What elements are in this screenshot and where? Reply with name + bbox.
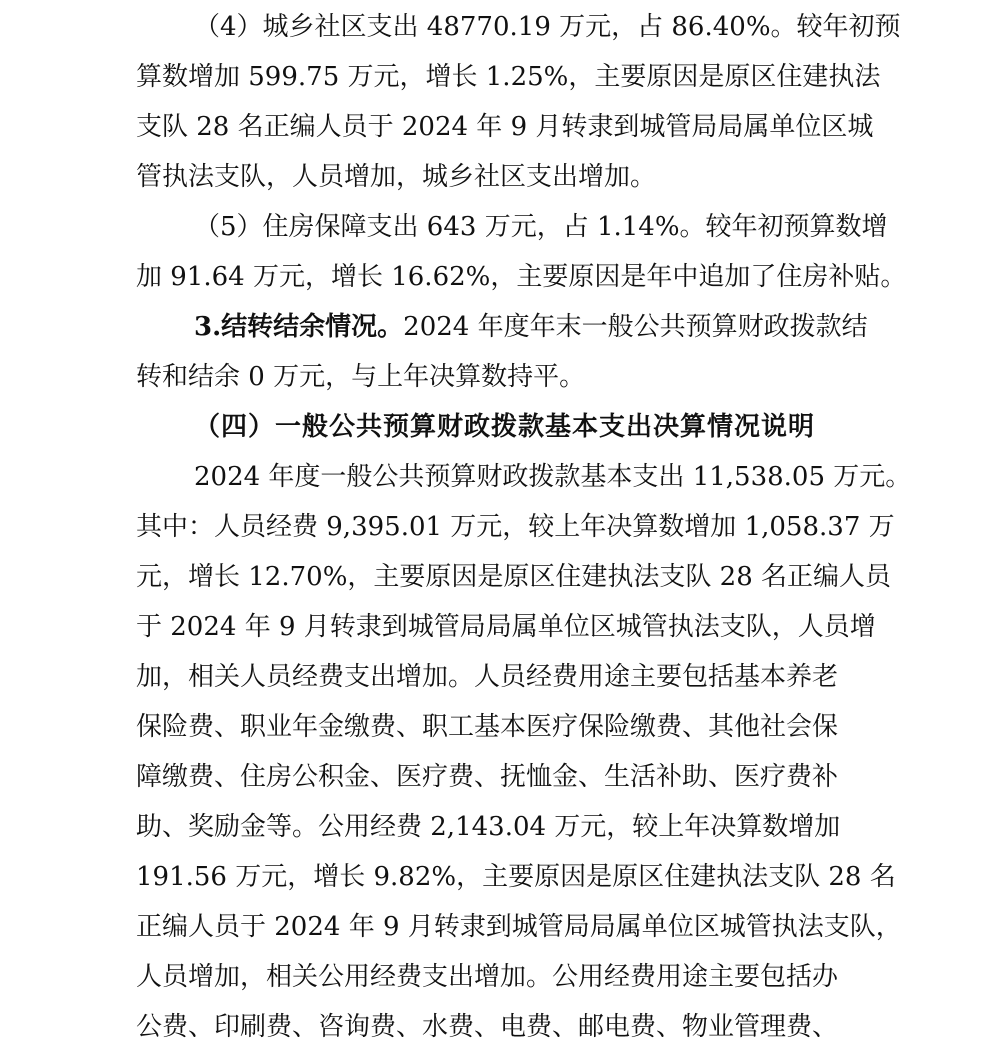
paragraph-line: 正编人员于 2024 年 9 月转隶到城管局局属单位区城管执法支队， xyxy=(136,912,902,942)
paragraph-line: 管执法支队，人员增加，城乡社区支出增加。 xyxy=(136,162,657,192)
paragraph-line: （4）城乡社区支出 48770.19 万元，占 86.40%。较年初预 xyxy=(194,12,901,42)
paragraph-line: 2024 年度一般公共预算财政拨款基本支出 11,538.05 万元。 xyxy=(194,462,912,492)
paragraph-line: 191.56 万元，增长 9.82%，主要原因是原区住建执法支队 28 名 xyxy=(136,862,896,892)
paragraph-line: 加，相关人员经费支出增加。人员经费用途主要包括基本养老 xyxy=(136,662,839,692)
paragraph-line: 人员增加，相关公用经费支出增加。公用经费用途主要包括办 xyxy=(136,962,839,992)
paragraph-line: 算数增加 599.75 万元，增长 1.25%，主要原因是原区住建执法 xyxy=(136,62,881,92)
paragraph-line: 助、奖励金等。公用经费 2,143.04 万元，较上年决算数增加 xyxy=(136,812,841,842)
paragraph-line: （5）住房保障支出 643 万元，占 1.14%。较年初预算数增 xyxy=(194,212,888,242)
paragraph-line: 保险费、职业年金缴费、职工基本医疗保险缴费、其他社会保 xyxy=(136,712,839,742)
paragraph-line: 障缴费、住房公积金、医疗费、抚恤金、生活补助、医疗费补 xyxy=(136,762,839,792)
paragraph-line: 于 2024 年 9 月转隶到城管局局属单位区城管执法支队，人员增 xyxy=(136,612,876,642)
paragraph-line: 支队 28 名正编人员于 2024 年 9 月转隶到城管局局属单位区城 xyxy=(136,112,874,142)
paragraph-line: 加 91.64 万元，增长 16.62%，主要原因是年中追加了住房补贴。 xyxy=(136,262,907,292)
paragraph-line: 公费、印刷费、咨询费、水费、电费、邮电费、物业管理费、 xyxy=(136,1012,839,1042)
section-subheading: 3.结转结余情况。 xyxy=(194,312,404,342)
paragraph-text: 2024 年度年末一般公共预算财政拨款结 xyxy=(403,312,868,342)
paragraph-line: 转和结余 0 万元，与上年决算数持平。 xyxy=(136,362,586,392)
section-heading: （四）一般公共预算财政拨款基本支出决算情况说明 xyxy=(194,412,816,442)
paragraph-line: 其中：人员经费 9,395.01 万元，较上年决算数增加 1,058.37 万 xyxy=(136,512,895,542)
paragraph-line: 元，增长 12.70%，主要原因是原区住建执法支队 28 名正编人员 xyxy=(136,562,892,592)
paragraph-line xyxy=(0,307,1000,347)
